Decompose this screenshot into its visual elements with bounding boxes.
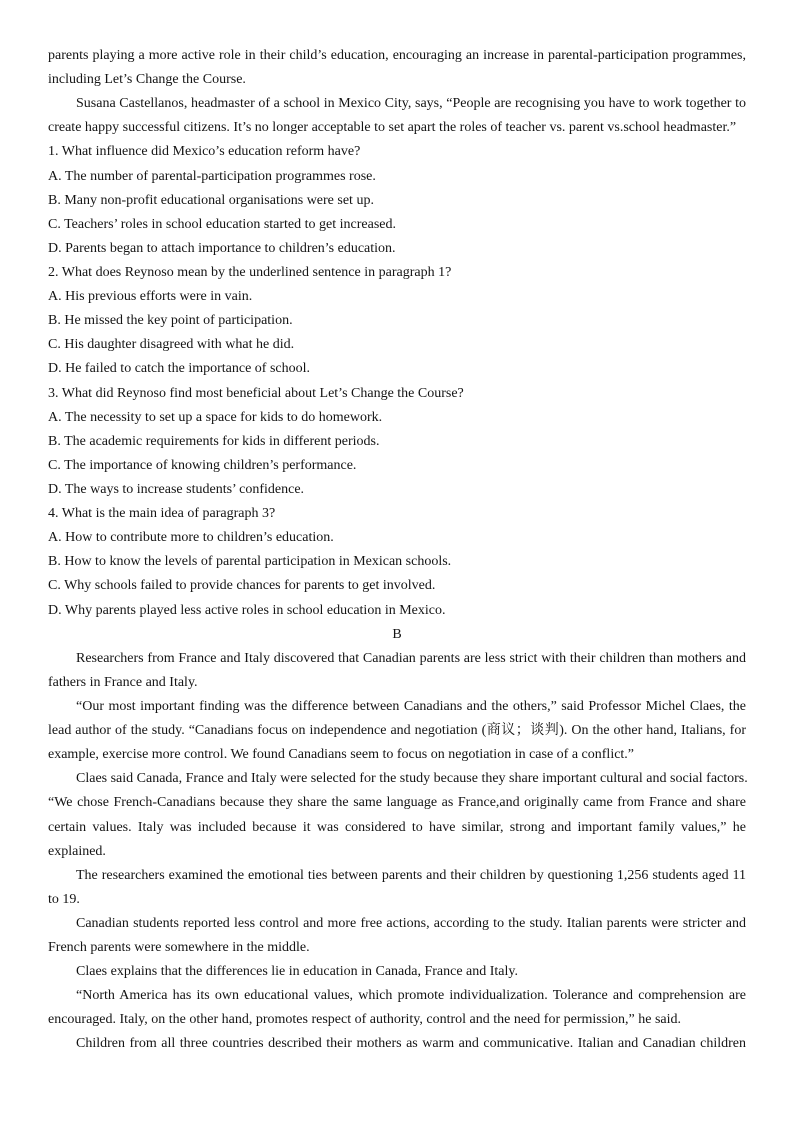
paragraph-line: encouraged. Italy, on the other hand, promotes respect of authority, control and the need for permission,” he said. xyxy=(48,1012,682,1028)
passage-b-paragraph xyxy=(48,912,746,960)
question-stem: 3. What did Reynoso find most beneficial about Let’s Change the Course? xyxy=(48,385,464,401)
question-1 xyxy=(48,140,746,261)
passage-b-paragraph xyxy=(48,695,746,767)
paragraph-line: French parents were somewhere in the middle. xyxy=(48,940,310,956)
option-c: C. The importance of knowing children’s performance. xyxy=(48,457,357,473)
passage-a-paragraph xyxy=(48,92,746,140)
option-d: D. Why parents played less active roles in school education in Mexico. xyxy=(48,602,446,618)
question-4 xyxy=(48,502,746,623)
option-b: B. The academic requirements for kids in different periods. xyxy=(48,433,380,449)
paragraph-line: The researchers examined the emotional ties between parents and their children by questioning 1,256 students aged 11 xyxy=(76,867,746,883)
section-heading: B xyxy=(392,626,402,642)
passage-b-paragraph xyxy=(48,864,746,912)
paragraph-line: “North America has its own educational values, which promote individualization. Tolerance and comprehension are xyxy=(76,988,746,1004)
option-c: C. Why schools failed to provide chances for parents to get involved. xyxy=(48,578,436,594)
question-stem: 2. What does Reynoso mean by the underlined sentence in paragraph 1? xyxy=(48,264,452,280)
paragraph-line: Canadian students reported less control and more free actions, according to the study. Italian parents were stricter and xyxy=(76,915,746,931)
paragraph-line: fathers in France and Italy. xyxy=(48,674,198,690)
paragraph-line: create happy successful citizens. It’s no longer acceptable to set apart the roles of teacher vs. parent vs.school headmaster.” xyxy=(48,120,737,136)
paragraph-line: “Our most important finding was the difference between Canadians and the others,” said Professor Michel Claes, the xyxy=(76,698,746,714)
question-3 xyxy=(48,382,746,503)
option-d: D. He failed to catch the importance of school. xyxy=(48,361,311,377)
paragraph-line: Children from all three countries described their mothers as warm and communicative. Italian and Canadian children xyxy=(76,1036,746,1052)
paragraph-line: “We chose French-Canadians because they share the same language as France,and originally came from France and share xyxy=(48,795,746,811)
passage-b-paragraph xyxy=(48,984,746,1032)
passage-b-paragraph xyxy=(48,647,746,695)
passage-b-paragraph xyxy=(48,1032,746,1056)
passage-a-paragraph xyxy=(48,44,746,92)
option-a: A. The number of parental-participation programmes rose. xyxy=(48,168,376,184)
paragraph-line: explained. xyxy=(48,843,106,859)
paragraph-line: Researchers from France and Italy discovered that Canadian parents are less strict with their children than mothers and xyxy=(76,650,746,666)
paragraph-line: lead author of the study. “Canadians focus on independence and negotiation (商议；谈判). On the other hand, Italians, for xyxy=(48,723,746,739)
page-content xyxy=(48,44,746,1057)
option-c: C. Teachers’ roles in school education started to get increased. xyxy=(48,216,396,232)
paragraph-line: Claes explains that the differences lie in education in Canada, France and Italy. xyxy=(76,964,519,980)
option-d: D. The ways to increase students’ confidence. xyxy=(48,481,305,497)
option-a: A. How to contribute more to children’s education. xyxy=(48,530,334,546)
option-c: C. His daughter disagreed with what he did. xyxy=(48,337,295,353)
paragraph-line: including Let’s Change the Course. xyxy=(48,72,246,88)
question-2 xyxy=(48,261,746,382)
option-b: B. Many non-profit educational organisations were set up. xyxy=(48,192,374,208)
option-b: B. He missed the key point of participation. xyxy=(48,313,293,329)
question-stem: 1. What influence did Mexico’s education reform have? xyxy=(48,144,361,160)
paragraph-line: Claes said Canada, France and Italy were selected for the study because they share important cultural and social factors. xyxy=(76,771,748,787)
paragraph-line: to 19. xyxy=(48,891,80,907)
paragraph-line: parents playing a more active role in their child’s education, encouraging an increase in parental-participation programmes, xyxy=(48,48,746,63)
option-b: B. How to know the levels of parental participation in Mexican schools. xyxy=(48,554,452,570)
option-a: A. His previous efforts were in vain. xyxy=(48,289,253,305)
option-a: A. The necessity to set up a space for kids to do homework. xyxy=(48,409,383,425)
passage-b-paragraph xyxy=(48,767,746,863)
option-d: D. Parents began to attach importance to children’s education. xyxy=(48,240,396,256)
question-stem: 4. What is the main idea of paragraph 3? xyxy=(48,506,276,522)
paragraph-line: certain values. Italy was included because it was considered to have similar, strong and important family values,” he xyxy=(48,819,746,835)
paragraph-line: Susana Castellanos, headmaster of a school in Mexico City, says, “People are recognising you have to work together to xyxy=(76,96,746,112)
paragraph-line: example, exercise more control. We found Canadians seem to focus on negotiation in case of a conflict.” xyxy=(48,747,635,763)
passage-b-paragraph xyxy=(48,960,746,984)
